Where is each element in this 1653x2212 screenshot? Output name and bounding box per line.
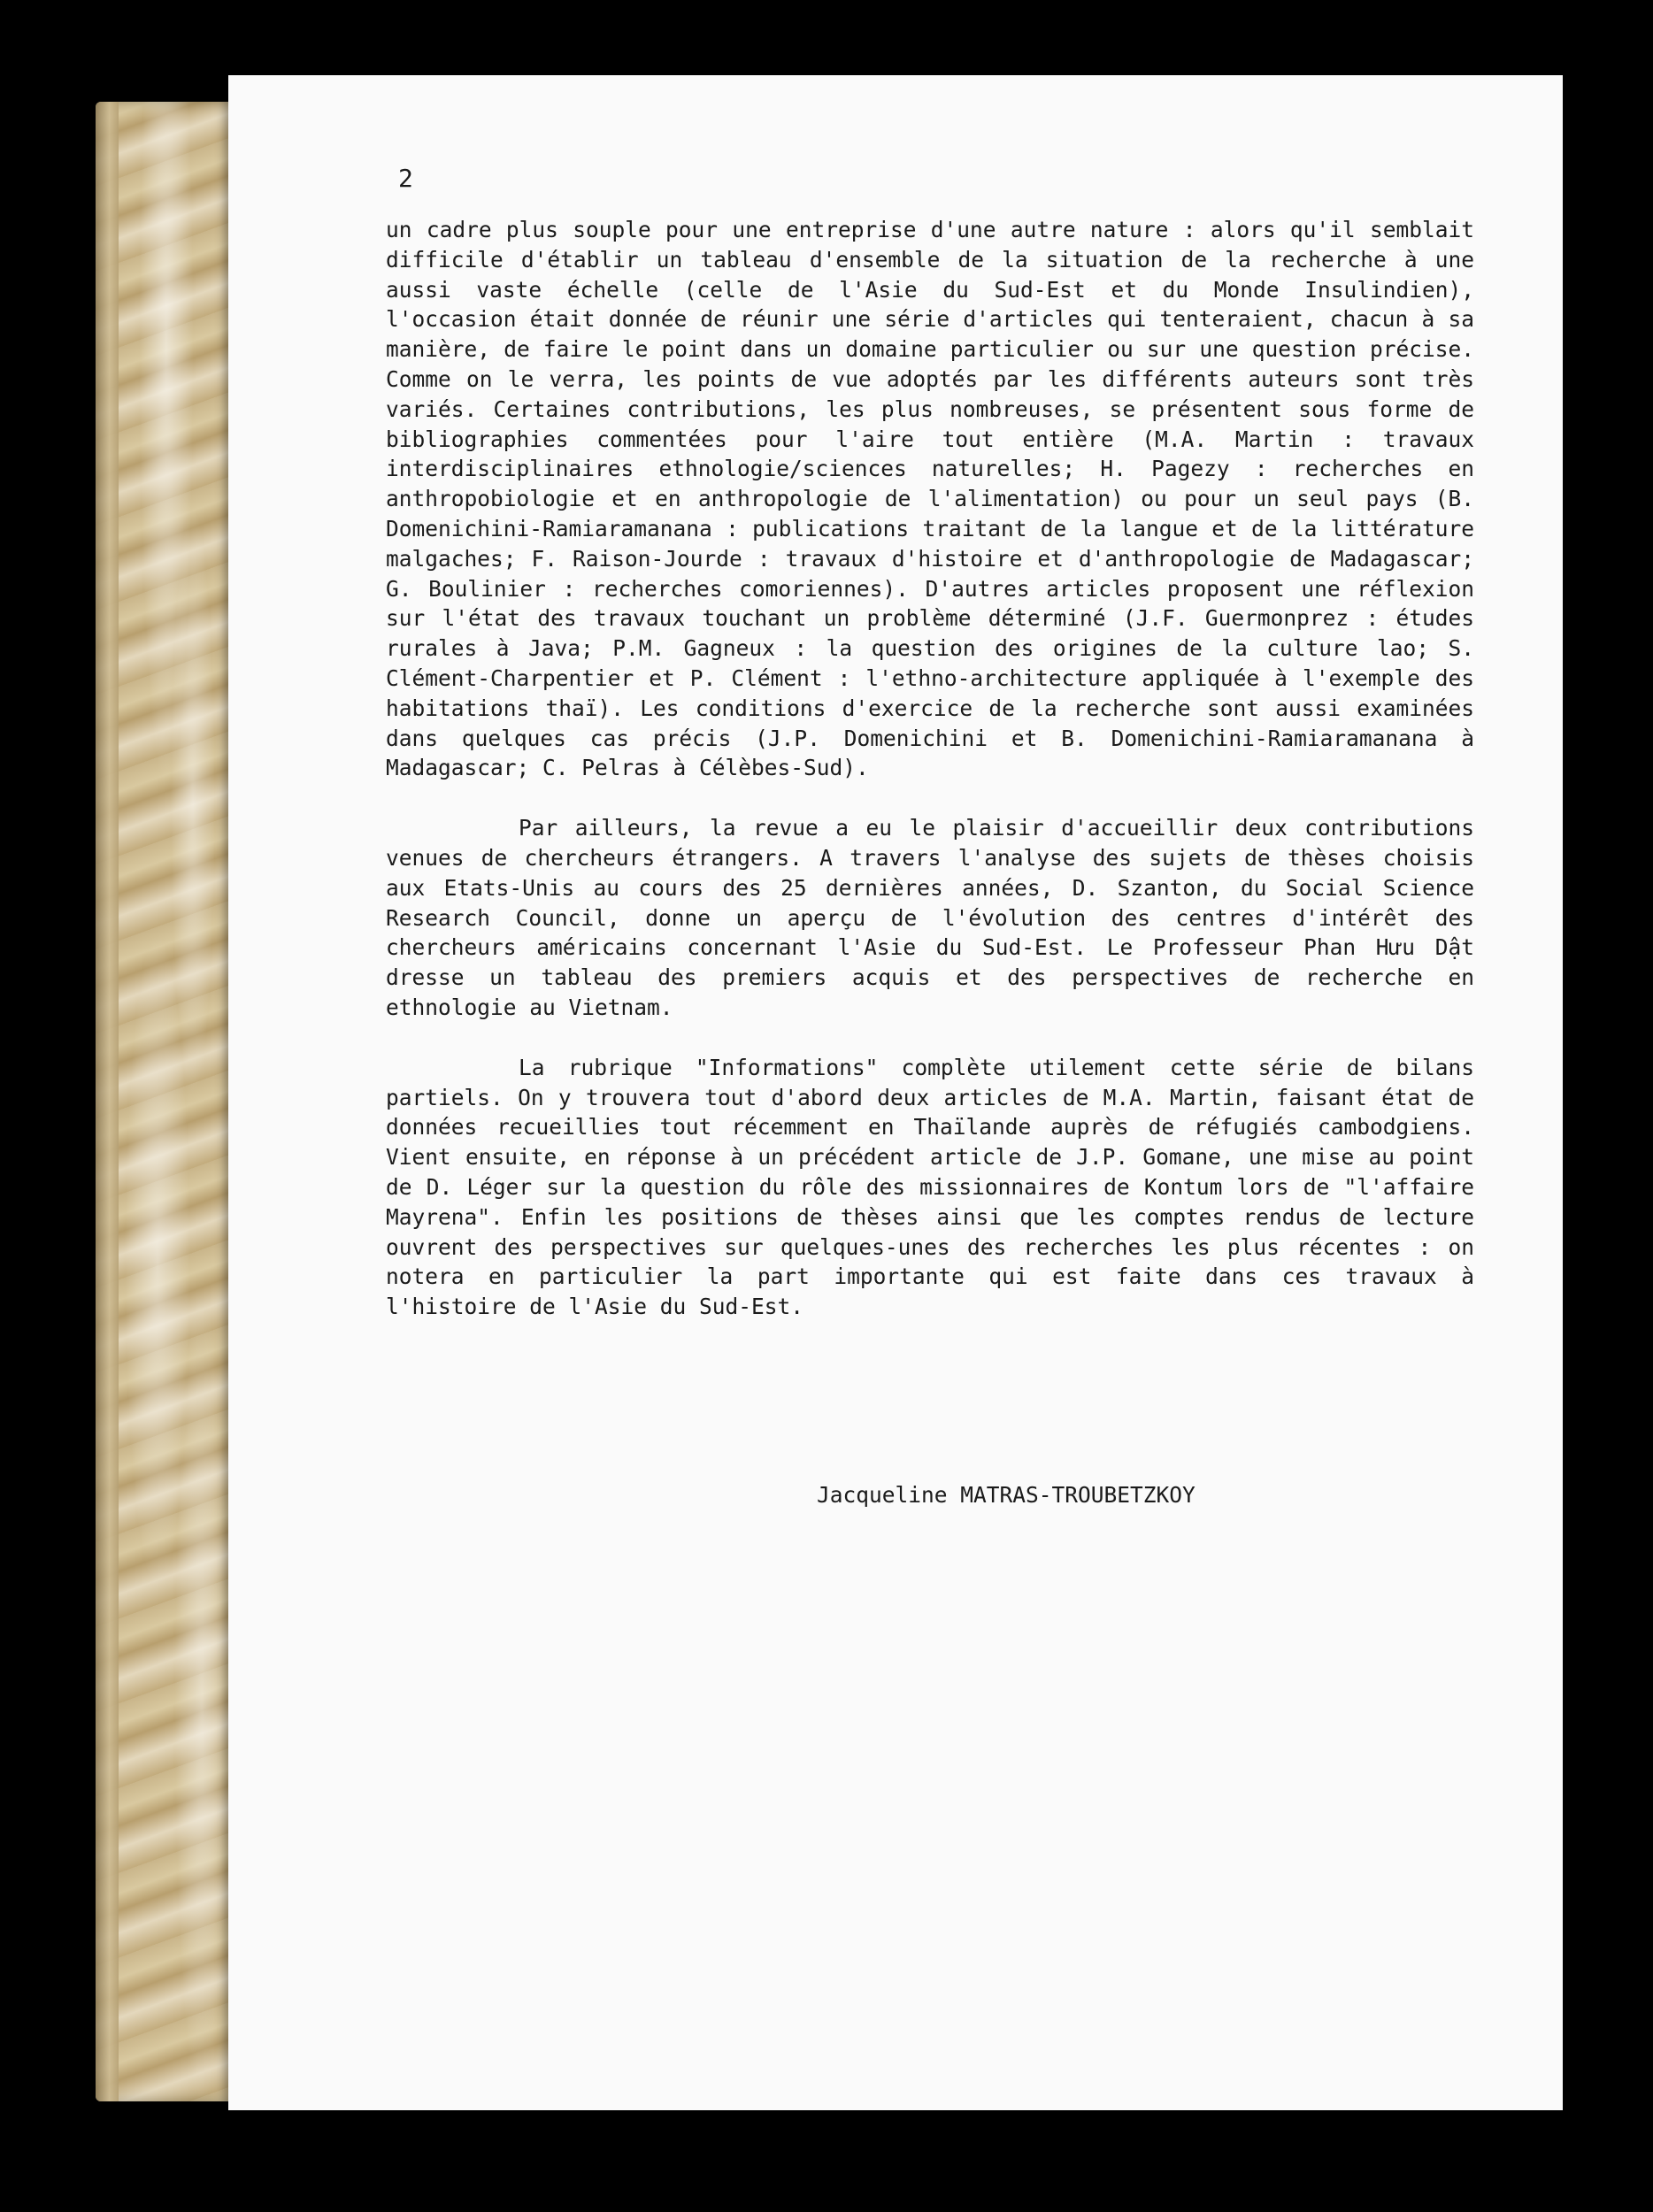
paragraph-3: La rubrique "Informations" complète utilement cette série de bilans partiels. On y trouvera tout d'abord deux articles de M.A. Martin, faisant état de données recueillies tout récemment en Thaïlande auprès de réfugiés cambodgiens. Vient ensuite, en réponse à un précédent article de J.P. Gomane, une mise au point de D. Léger sur la question du rôle des missionnaires de Kontum lors de "l'affaire Mayrena". Enfin les positions de thèses ainsi que les comptes rendus de lecture ouvrent des perspectives sur quelques-unes des recherches les plus récentes : on notera en particulier la part importante qui est faite dans ces travaux à l'histoire de l'Asie du Sud-Est. xyxy=(386,1054,1474,1320)
paragraph-spacer xyxy=(386,783,1474,813)
paragraph-spacer xyxy=(386,1023,1474,1053)
document-page xyxy=(228,75,1563,2110)
author-signature: Jacqueline MATRAS-TROUBETZKOY xyxy=(817,1482,1196,1508)
paragraph-1: un cadre plus souple pour une entreprise d'une autre nature : alors qu'il semblait difficile d'établir un tableau d'ensemble de la situation de la recherche à une aussi vaste échelle (celle de l'Asie du Sud-Est et du Monde Insulindien), l'occasion était donnée de réunir une série d'articles qui tenteraient, chacun à sa manière, de faire le point dans un domaine particulier ou sur une question précise. Comme on le verra, les points de vue adoptés par les différents auteurs sont très variés. Certaines contributions, les plus nombreuses, se présentent sous forme de bibliographies commentées pour l'aire tout entière (M.A. Martin : travaux interdisciplinaires ethnologie/sciences naturelles; H. Pagezy : recherches en anthropobiologie et en anthropologie de l'alimentation) ou pour un seul pays (B. Domenichini-Ramiaramanana : publications traitant de la langue et de la littérature malgaches; F. Raison-Jourde : travaux d'histoire et d'anthropologie de Madagascar; G. Boulinier : recherches comoriennes). D'autres articles proposent une réflexion sur l'état des travaux touchant un problème déterminé (J.F. Guermonprez : études rurales à Java; P.M. Gagneux : la question des origines de la culture lao; S. Clément-Charpentier et P. Clément : l'ethno-architecture appliquée à l'exemple des habitations thaï). Les conditions d'exercice de la recherche sont aussi examinées dans quelques cas précis (J.P. Domenichini et B. Domenichini-Ramiaramanana à Madagascar; C. Pelras à Célèbes-Sud). xyxy=(386,217,1474,781)
paragraph-2: Par ailleurs, la revue a eu le plaisir d'accueillir deux contributions venues de chercheurs étrangers. A travers l'analyse des sujets de thèses choisis aux Etats-Unis au cours des 25 dernières années, D. Szanton, du Social Science Research Council, donne un aperçu de l'évolution des centres d'intérêt des chercheurs américains concernant l'Asie du Sud-Est. Le Professeur Phan Hưu Dật dresse un tableau des premiers acquis et des perspectives de recherche en ethnologie au Vietnam. xyxy=(386,815,1474,1020)
body-text xyxy=(386,215,1474,1322)
book-spine xyxy=(96,102,119,2101)
page-content xyxy=(228,75,1563,2110)
page-number: 2 xyxy=(398,164,413,193)
